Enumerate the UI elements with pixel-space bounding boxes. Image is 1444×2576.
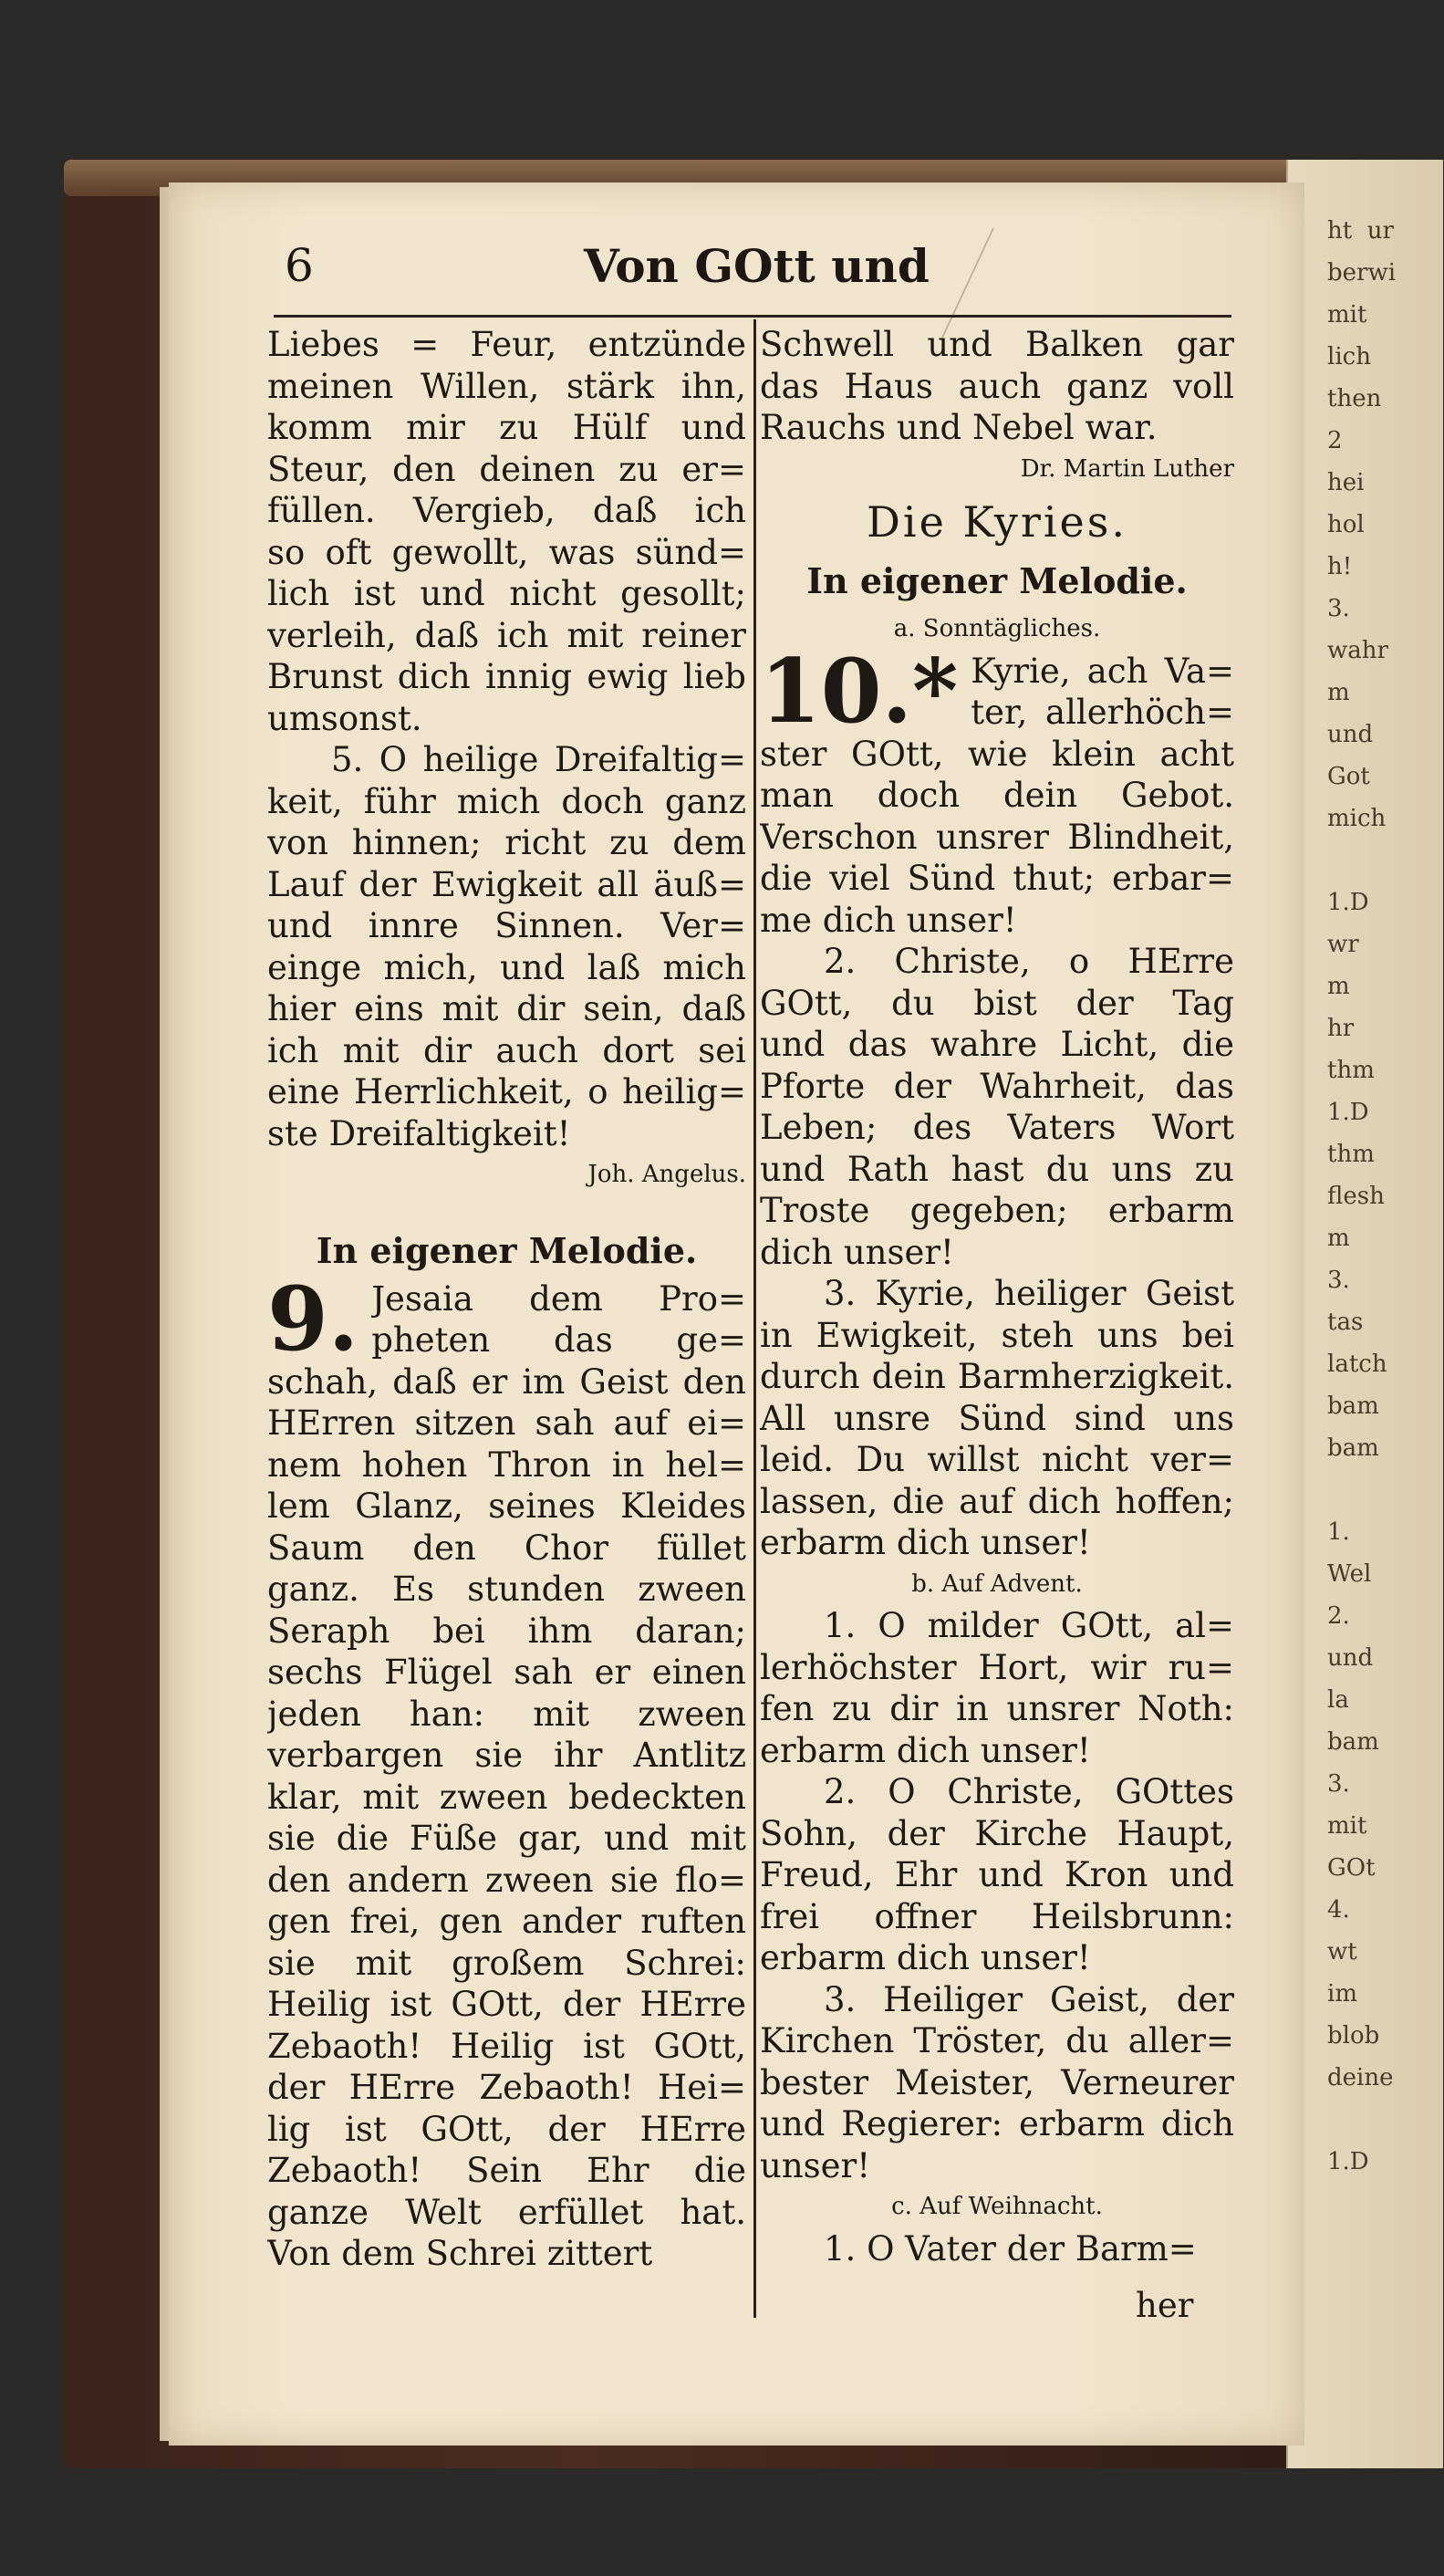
column-rule [753,319,756,2318]
text-line: gen frei, gen ander ruften [267,1902,746,1941]
text-line: pheten das ge= [371,1320,746,1360]
text-line: Von dem Schrei zittert [267,2234,653,2273]
text-line: sechs Flügel sah er einen [267,1653,746,1692]
hymn8-verse5 [267,739,746,1154]
text-line: 2. Christe, o HErre [824,942,1234,981]
text-line: Sohn, der Kirche Haupt, [760,1813,1234,1853]
text-line: ganz. Es stunden zween [267,1570,746,1609]
text-line: ster GOtt, wie klein acht [760,734,1234,774]
text-line: unser! [760,2145,871,2185]
text-line: jeden han: mit zween [267,1694,746,1734]
hymn8-continuation [267,324,746,739]
text-line: schah, daß er im Geist den [267,1361,746,1402]
text-line: nem hohen Thron in hel= [267,1444,746,1485]
text-line: 1. O milder GOtt, al= [824,1606,1234,1645]
text-line: Jesaia dem Pro= [371,1278,746,1319]
melody-heading: In eigener Melodie. [806,560,1188,601]
text-line: bester Meister, Verneurer [760,2062,1234,2102]
text-line: verbargen sie ihr Antlitz [267,1736,746,1775]
text-line: Zebaoth! Heilig ist GOtt, [267,2026,746,2066]
christmas-verse1: 1. O Vater der Barm= [824,2228,1197,2268]
text-line: den andern zween sie flo= [267,1860,746,1900]
text-line: sie die Füße gar, und mit [267,1819,746,1858]
text-line: erbarm dich unser! [760,1938,1091,1977]
attribution: Joh. Angelus. [587,1161,746,1188]
text-line: 3. Heiliger Geist, der [824,1979,1234,2019]
subheading: b. Auf Advent. [911,1570,1083,1598]
text-line: und Regierer: erbarm dich [760,2104,1234,2143]
text-line: verleih, daß ich mit reiner [267,615,746,655]
text-line: die viel Sünd thut; erbar= [760,859,1234,898]
text-line: klar, mit zween bedeckten [267,1777,746,1817]
advent-verse2 [760,1771,1234,1979]
text-line: 2. O Christe, GOttes [824,1772,1234,1811]
hymn9-text [267,1361,746,2275]
text-line: erbarm dich unser! [760,1730,1091,1770]
catchword: her [1136,2286,1194,2325]
subheading: a. Sonntägliches. [893,615,1101,642]
text-line: ich mit dir auch dort sei [267,1030,746,1070]
text-line: der HErre Zebaoth! Hei= [267,2068,746,2107]
right-column [760,324,1234,2269]
text-line: lerhöchster Hort, wir ru= [760,1647,1234,1687]
text-line: Saum den Chor füllet [267,1528,746,1568]
text-line: sie mit großem Schrei: [267,1943,746,1983]
text-line: durch dein Barmherzigkeit. [760,1357,1234,1396]
text-line: einge mich, und laß mich [267,947,746,987]
text-line: lassen, die auf dich hoffen; [760,1481,1234,1521]
text-line: HErren sitzen sah auf ei= [267,1403,746,1443]
running-title: Von GOtt und [584,239,930,293]
text-line: Lauf der Ewigkeit all äuß= [267,864,746,904]
text-line: Zebaoth! Sein Ehr die [267,2151,746,2190]
text-line: Verschon unsrer Blindheit, [760,817,1234,857]
text-line: komm mir zu Hülf und [267,408,746,447]
text-line: Leben; des Vaters Wort [760,1108,1234,1147]
text-line: erbarm dich unser! [760,1523,1091,1562]
text-line: man doch dein Gebot. [760,776,1234,815]
text-line: und Rath hast du uns zu [760,1149,1234,1189]
text-line: ganze Welt erfüllet hat. [267,2192,746,2232]
text-line: Seraph bei ihm daran; [267,1611,746,1651]
header-rule [274,315,1231,318]
hymn10-verse3 [760,1273,1234,1564]
hymn-number: 10.* [760,639,959,743]
left-column [267,324,746,2275]
text-line: Steur, den deinen zu er= [267,449,746,489]
text-line: lig ist GOtt, der HErre [267,2109,746,2149]
text-line: meinen Willen, stärk ihn, [267,366,746,406]
text-line: Pforte der Wahrheit, das [760,1066,1234,1106]
text-line: Troste gegeben; erbarm [760,1191,1234,1230]
text-line: leid. Du willst nicht ver= [760,1440,1234,1479]
hymn9-ending [760,324,1234,449]
text-line: lich ist und nicht gesollt; [267,574,746,613]
text-line: 5. O heilige Dreifaltig= [331,740,746,779]
text-line: Liebes = Feur, entzünde [267,325,746,364]
text-line: me dich unser! [760,900,1017,940]
hymn9-opening [267,1267,746,1371]
section-title: Die Kyries. [867,497,1127,547]
hymn10-verse2 [760,941,1234,1273]
text-line: das Haus auch ganz voll [760,366,1234,406]
text-line: dich unser! [760,1232,954,1272]
text-line: Brunst dich innig ewig lieb [267,657,746,696]
text-line: so oft gewollt, was sünd= [267,532,746,572]
text-line: und innre Sinnen. Ver= [267,906,746,945]
hymn10-text [760,734,1234,942]
text-line: ste Dreifaltigkeit! [267,1113,571,1153]
melody-heading: In eigener Melodie. [316,1229,698,1271]
text-line: Freud, Ehr und Kron und [760,1855,1234,1894]
text-line: hier eins mit dir sein, daß [267,989,746,1028]
text-line: in Ewigkeit, steh uns bei [760,1315,1234,1355]
text-line: füllen. Vergieb, daß ich [267,491,746,530]
text-line: GOtt, du bist der Tag [760,983,1234,1023]
text-line: fen zu dir in unsrer Noth: [760,1689,1234,1728]
hymn-number: 9. [267,1267,359,1371]
text-line: Schwell und Balken gar [760,325,1234,364]
attribution: Dr. Martin Luther [1020,454,1234,483]
text-line: Heilig ist GOtt, der HErre [267,1985,746,2024]
text-line: frei offner Heilsbrunn: [760,1896,1234,1936]
text-line: von hinnen; richt zu dem [267,823,746,862]
text-line: eine Herrlichkeit, o heilig= [267,1072,746,1111]
text-line: Kyrie, ach Va= [971,651,1234,691]
text-line: und das wahre Licht, die [760,1025,1234,1064]
advent-verse1 [760,1605,1234,1771]
advent-verse3 [760,1979,1234,2187]
text-line: lem Glanz, seines Kleides [267,1486,746,1526]
text-line: ter, allerhöch= [971,693,1234,732]
text-line: umsonst. [267,698,422,738]
text-line: All unsre Sünd sind uns [760,1398,1234,1438]
text-line: keit, führ mich doch ganz [267,781,746,821]
hymn10-opening [760,639,1234,743]
text-line: 3. Kyrie, heiliger Geist [824,1274,1234,1313]
text-line: Rauchs und Nebel war. [760,408,1158,447]
text-line: Kirchen Tröster, du aller= [760,2021,1234,2060]
page-number: 6 [285,239,314,292]
subheading: c. Auf Weihnacht. [891,2193,1103,2220]
facing-page-text: ht ur berwi mit lich then 2 hei hol h! 3. wahr m und Got mich 1.D wr m hr thm 1.D thm flesh m 3. tas latch bam bam 1. Wel 2. und la bam 3. mit GOt 4. wt im blob deine 1.D [1327,217,1397,2175]
